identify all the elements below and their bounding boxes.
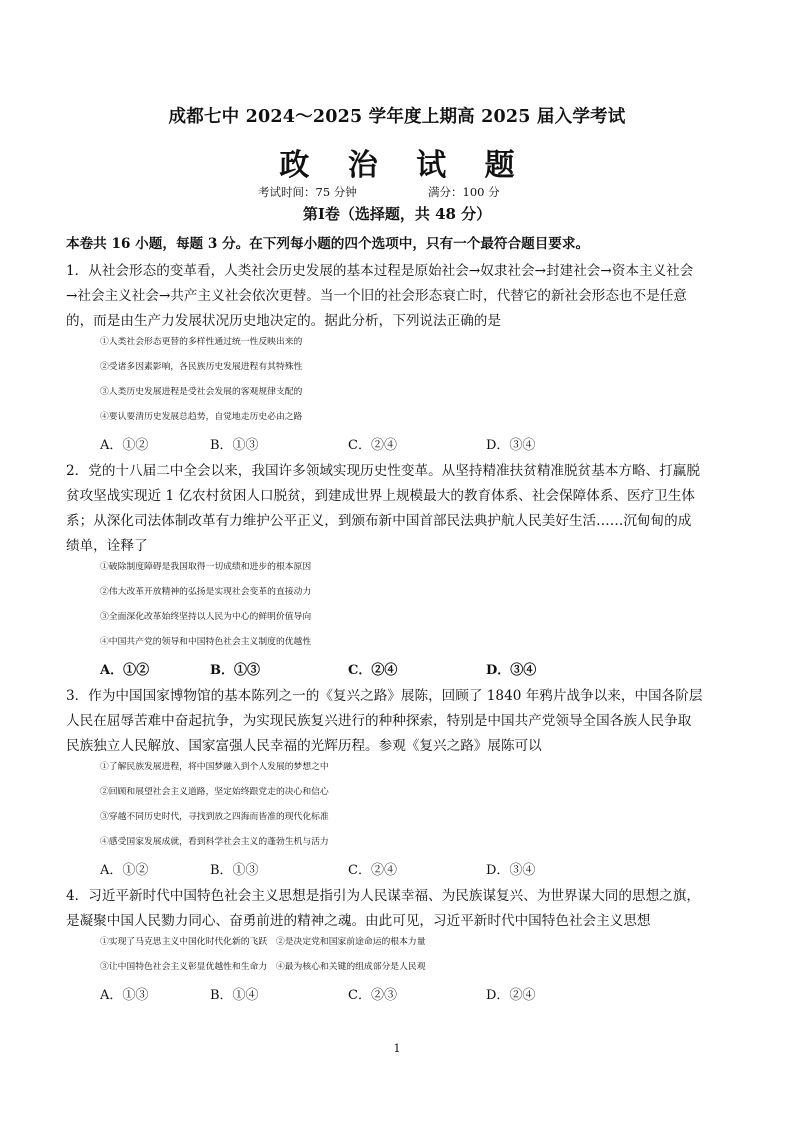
- choice-b: B．①③: [210, 438, 259, 453]
- statement-option: ①破除制度障碍是我国取得一切成绩和进步的根本原因: [100, 562, 312, 572]
- question-stem-line: 2．党的十八届二中全会以来，我国许多领域实现历史性变革。从坚持精准扶贫精准脱贫基本方略、打赢脱: [66, 463, 700, 479]
- section-title: 第Ⅰ卷（选择题，共 48 分）: [302, 205, 492, 223]
- subject-title: 政 治 试 题: [279, 148, 529, 183]
- statement-option: ②回顾和展望社会主义道路，坚定始终跟党走的决心和信心: [100, 787, 329, 797]
- question-stem-line: 贫攻坚战实现近 1 亿农村贫困人口脱贫，到建成世界上规模最大的教育体系、社会保障体系、医疗卫生体: [66, 488, 696, 504]
- question-stem-line: →社会主义社会→共产主义社会依次更替。当一个旧的社会形态衰亡时，代替它的新社会形态也不是任意: [66, 288, 687, 304]
- choice-a: A．①②: [100, 438, 149, 453]
- statement-option: ④中国共产党的领导和中国特色社会主义制度的优越性: [100, 637, 312, 647]
- statement-option: ④要认要清历史发展总趋势，自觉地走历史必由之路: [100, 412, 303, 422]
- exam-info: [0, 184, 794, 200]
- choice-a: A．①②: [100, 663, 150, 678]
- question-stem-line: 绩单，诠释了: [66, 538, 148, 554]
- question-stem-line: 3．作为中国国家博物馆的基本陈列之一的《复兴之路》展陈，回顾了 1840 年鸦片战争以来，中国各阶层: [66, 688, 703, 704]
- answer-choices: [100, 659, 660, 679]
- choice-b: B．①③: [210, 663, 260, 678]
- question-stem-line: 4．习近平新时代中国特色社会主义思想是指引为人民谋幸福、为民族谋复兴、为世界谋大同的思想之旗，: [66, 888, 700, 904]
- statement-option: ③让中国特色社会主义彰显优越性和生命力 ④最为核心和关键的组成部分是人民观: [100, 962, 426, 972]
- instruction: 本卷共 16 小题，每题 3 分。在下列每小题的四个选项中，只有一个最符合题目要求。: [66, 236, 590, 252]
- question-stem-line: 民族独立人民解放、国家富强人民幸福的光辉历程。参观《复兴之路》展陈可以: [66, 738, 542, 754]
- statement-option: ④感受国家发展成就，看到科学社会主义的蓬勃生机与活力: [100, 837, 329, 847]
- statement-option: ①实现了马克思主义中国化时代化新的飞跃 ②是决定党和国家前途命运的根本力量: [100, 937, 426, 947]
- choice-d: D．③④: [486, 438, 536, 453]
- answer-choices: [100, 859, 660, 879]
- page-number: 1: [393, 1042, 401, 1055]
- question-stem-line: 的，而是由生产力发展状况历史地决定的。据此分析，下列说法正确的是: [66, 313, 501, 329]
- statement-option: ②受诸多因素影响，各民族历史发展进程有其特殊性: [100, 362, 303, 372]
- choice-c: C．②③: [348, 988, 397, 1003]
- choice-b: B．①③: [210, 863, 259, 878]
- question-stem-line: 1．从社会形态的变革看，人类社会历史发展的基本过程是原始社会→奴隶社会→封建社会→资本主义社会: [66, 263, 694, 279]
- statement-option: ①人类社会形态更替的多样性通过统一性反映出来的: [100, 337, 303, 347]
- exam-time: 考试时间：75 分钟: [258, 185, 357, 199]
- answer-choices: [100, 984, 660, 1004]
- choice-d: D．②④: [486, 988, 536, 1003]
- question-stem-line: 是凝聚中国人民勠力同心、奋勇前进的精神之魂。由此可见，习近平新时代中国特色社会主义思想: [66, 913, 651, 929]
- statement-option: ③人类历史发展进程是受社会发展的客观规律支配的: [100, 387, 303, 397]
- choice-b: B．①④: [210, 988, 259, 1003]
- choice-d: D．③④: [486, 663, 537, 678]
- choice-c: C．②④: [348, 438, 397, 453]
- choice-a: A．①③: [100, 988, 149, 1003]
- choice-a: A．①②: [100, 863, 149, 878]
- question-stem-line: 人民在屈辱苦难中奋起抗争，为实现民族复兴进行的种种探索，特别是中国共产党领导全国各族人民争取: [66, 713, 692, 729]
- choice-c: C．②④: [348, 863, 397, 878]
- statement-option: ③全面深化改革始终坚持以人民为中心的鲜明价值导向: [100, 612, 312, 622]
- question-stem-line: 系；从深化司法体制改革有力维护公平正义，到颁布新中国首部民法典护航人民美好生活……沉甸甸的成: [66, 513, 692, 529]
- choice-d: D．③④: [486, 863, 536, 878]
- school-title: 成都七中 2024～2025 学年度上期高 2025 届入学考试: [168, 107, 626, 127]
- full-score: 满分：100 分: [428, 185, 500, 199]
- choice-c: C．②④: [348, 663, 398, 678]
- answer-choices: [100, 434, 660, 454]
- statement-option: ①了解民族发展进程，将中国梦融入到个人发展的梦想之中: [100, 762, 329, 772]
- statement-option: ②伟大改革开放精神的弘扬是实现社会变革的直接动力: [100, 587, 312, 597]
- statement-option: ③穿越不同历史时代，寻找到放之四海而皆准的现代化标准: [100, 812, 329, 822]
